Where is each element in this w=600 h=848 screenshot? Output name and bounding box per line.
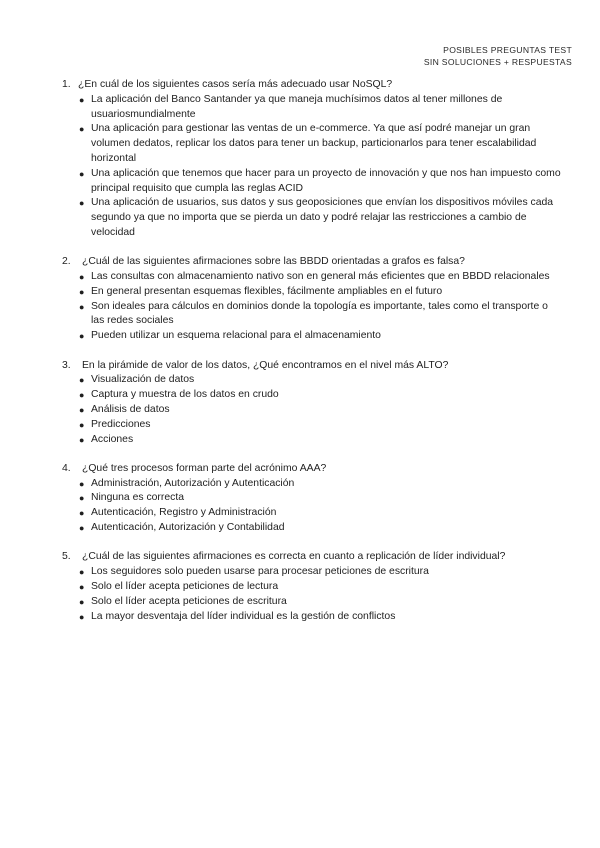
option-item xyxy=(79,403,562,418)
question-1 xyxy=(62,78,562,241)
bullet-icon: ● xyxy=(79,301,85,312)
bullet-icon: ● xyxy=(79,198,85,209)
header-subtitle: SIN SOLUCIONES + RESPUESTAS xyxy=(423,57,572,67)
option-item xyxy=(79,270,562,285)
option-list xyxy=(62,270,562,344)
option-item xyxy=(79,285,562,300)
bullet-icon: ● xyxy=(79,404,85,415)
option-text: En general presentan esquemas flexibles, fácilmente ampliables en el futuro xyxy=(91,285,443,297)
bullet-icon: ● xyxy=(79,390,85,401)
bullet-icon: ● xyxy=(79,331,85,342)
option-item xyxy=(79,477,562,492)
option-text: Son ideales para cálculos en dominios donde la topología es importante, tales como el transporte o las redes sociales xyxy=(91,300,548,327)
option-text: La aplicación del Banco Santander ya que maneja muchísimos datos al tener millones de usuariosmundialmente xyxy=(91,93,503,120)
option-item xyxy=(79,580,562,595)
question-5 xyxy=(62,550,562,624)
option-item xyxy=(79,418,562,433)
option-item xyxy=(79,521,562,536)
option-item xyxy=(79,433,562,448)
question-3 xyxy=(62,359,562,448)
option-item xyxy=(79,93,562,123)
option-item xyxy=(79,491,562,506)
bullet-icon: ● xyxy=(79,493,85,504)
bullet-icon: ● xyxy=(79,508,85,519)
option-text: Administración, Autorización y Autenticación xyxy=(91,477,295,489)
bullet-icon: ● xyxy=(79,419,85,430)
option-text: Solo el líder acepta peticiones de escritura xyxy=(91,595,287,607)
bullet-icon: ● xyxy=(79,124,85,135)
question-text: En la pirámide de valor de los datos, ¿Qué encontramos en el nivel más ALTO? xyxy=(82,359,449,371)
question-text: ¿Qué tres procesos forman parte del acrónimo AAA? xyxy=(82,462,327,474)
option-item xyxy=(79,300,562,330)
bullet-icon: ● xyxy=(79,286,85,297)
bullet-icon: ● xyxy=(79,581,85,592)
question-number: 3. xyxy=(62,359,71,371)
option-text: Solo el líder acepta peticiones de lectura xyxy=(91,580,279,592)
header-title: POSIBLES PREGUNTAS TEST xyxy=(443,45,572,55)
option-list xyxy=(62,477,562,536)
bullet-icon: ● xyxy=(79,94,85,105)
bullet-icon: ● xyxy=(79,478,85,489)
option-text: Autenticación, Autorización y Contabilidad xyxy=(91,522,285,534)
question-list xyxy=(62,78,562,639)
option-item xyxy=(79,373,562,388)
option-item xyxy=(79,388,562,403)
option-item xyxy=(79,595,562,610)
question-text: ¿Cuál de las siguientes afirmaciones es correcta en cuanto a replicación de líder individual? xyxy=(82,551,506,563)
question-4 xyxy=(62,462,562,536)
option-text: La mayor desventaja del líder individual es la gestión de conflictos xyxy=(91,610,396,622)
option-text: Visualización de datos xyxy=(91,374,195,386)
option-list xyxy=(62,373,562,447)
bullet-icon: ● xyxy=(79,168,85,179)
bullet-icon: ● xyxy=(79,523,85,534)
question-2 xyxy=(62,255,562,344)
document-header xyxy=(424,44,572,68)
option-item xyxy=(79,329,562,344)
option-list xyxy=(62,565,562,624)
option-text: Una aplicación para gestionar las ventas de un e-commerce. Ya que así podré manejar un gran volumen dedatos, replicar los datos para tener un backup, particionarlos para tener escalabilidad horizontal xyxy=(91,123,537,164)
option-text: Captura y muestra de los datos en crudo xyxy=(91,389,279,401)
question-number: 4. xyxy=(62,462,71,474)
option-text: Las consultas con almacenamiento nativo son en general más eficientes que en BBDD relacionales xyxy=(91,271,550,283)
option-item xyxy=(79,196,562,240)
option-item xyxy=(79,122,562,166)
option-text: Análisis de datos xyxy=(91,403,170,415)
question-number: 1. xyxy=(62,79,71,90)
question-text: ¿Cuál de las siguientes afirmaciones sobre las BBDD orientadas a grafos es falsa? xyxy=(82,256,465,268)
bullet-icon: ● xyxy=(79,375,85,386)
option-text: Predicciones xyxy=(91,418,151,430)
option-text: Acciones xyxy=(91,433,134,445)
bullet-icon: ● xyxy=(79,272,85,283)
option-item xyxy=(79,565,562,580)
question-number: 2. xyxy=(62,256,71,268)
option-item xyxy=(79,167,562,197)
option-item xyxy=(79,506,562,521)
option-list xyxy=(62,93,562,241)
option-text: Los seguidores solo pueden usarse para procesar peticiones de escritura xyxy=(91,566,429,578)
bullet-icon: ● xyxy=(79,611,85,622)
option-item xyxy=(79,610,562,625)
question-text: ¿En cuál de los siguientes casos sería más adecuado usar NoSQL? xyxy=(78,79,393,90)
option-text: Autenticación, Registro y Administración xyxy=(91,507,277,519)
option-text: Pueden utilizar un esquema relacional para el almacenamiento xyxy=(91,330,381,342)
bullet-icon: ● xyxy=(79,596,85,607)
option-text: Ninguna es correcta xyxy=(91,492,184,504)
option-text: Una aplicación que tenemos que hacer para un proyecto de innovación y que nos han impuesto como principal requisito que cumpla las reglas ACID xyxy=(91,167,561,194)
question-number: 5. xyxy=(62,551,71,563)
bullet-icon: ● xyxy=(79,434,85,445)
bullet-icon: ● xyxy=(79,567,85,578)
option-text: Una aplicación de usuarios, sus datos y sus geoposiciones que envían los dispositivos móviles cada segundo ya que no importa que se pierda un dato y podré relajar las restricciones a cambio de velocidad xyxy=(91,197,554,238)
